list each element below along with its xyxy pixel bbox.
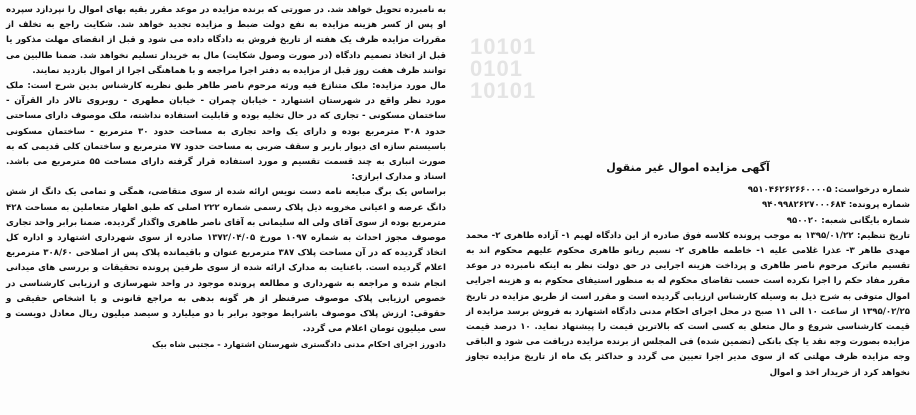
- docket-row: [466, 198, 910, 213]
- case-number-row: [466, 183, 910, 198]
- right-column: [466, 160, 910, 381]
- docket-label: شماره پرونده:: [848, 200, 910, 211]
- documents-valuation-paragraph: براساس یک برگ مبایعه نامه دست نویس ارائه شده از سوی متقاضی، همگی و تمامی یک دانگ از شش دانگ عرصه و اعیانی مخروبه ذیل پلاک رسمی شماره ۲۲۲ اصلی که طبق اظهار متعاملین به مساحت ۴۲۸ مترمربع بوده از سوی آقای ولی اله سلیمانی به آقای ناصر طاهری واگذار گردیده. ضمنا برابر واحد تجاری موصوف مجوز احداث به شماره ۱۰۹۷ مورخ ۱۳۷۲/۰۴/۰۵ صادره از سوی شهرداری اشتهارد و اداره کل اتخاذ گردیده که در آن مساحت پلاک ۳۸۷ مترمربع عنوان و باقیمانده پلاک پس از اصلاحی ۳۰۸/۶۰ مترمربع اعلام گردیده است. باعنایت به مدارک ارائه شده از سوی طرفین پرونده تحقیقات و بررسی های میدانی انجام شده و مراجعه به شهرداری و مطالعه پرونده موجود در واحد شهرسازی و ارزیابی کارشناسی در خصوص ارزیابی پلاک موصوف صرفنظر از هر گونه بدهی به مراجع قانونی و یا اشخاص حقیقی و حقوقی: ارزش پلاک موصوف باشرایط موجود برابر با دو میلیارد و سیصد میلیون ریال معادل دویست و سی میلیون تومان اعلام می گردد.: [6, 187, 447, 335]
- archive-row: [466, 214, 910, 229]
- case-number-value: ۹۵۱۰۴۶۲۶۲۶۶۰۰۰۰۵: [747, 185, 832, 196]
- watermark-line-3: 10101: [470, 78, 537, 103]
- signature-line: دادورز اجرای احکام مدنی دادگستری شهرستان اشتهارد - مجتبی شاه بیک: [152, 339, 446, 350]
- watermark-line-2: 0101: [470, 56, 523, 81]
- watermark-line-1: 10101: [470, 34, 537, 59]
- archive-label: شماره بایگانی شعبه:: [821, 215, 910, 226]
- archive-value: ۹۵۰۰۲۰: [786, 215, 819, 226]
- property-description-paragraph: مال مورد مزایده: ملک متنازع فیه ورثه مرحوم ناصر طاهر طبق نظریه کارشناس بدین شرح است: ملک مورد نظر واقع در شهرستان اشتهارد - خیابان چمران - خیابان مطهری - روبروی تالار دار القرآن - ساختمان مسکونی - تجاری که در حال تخلیه بوده و قابلیت استفاده نداشته، ملک موصوف دارای مساحتی حدود ۳۰۸ مترمربع بوده و دارای یک واحد تجاری به مساحت حدود ۳۰ مترمربع - ساختمان مسکونی باسیستم سازه ای دیوار باربر و سقف ضربی به مساحت حدود ۷۷ مترمربع و ساختمان کلی قدیمی که به صورت انباری به چند قسمت تقسیم و مورد استفاده قرار گرفته دارای مساحت ۵۵ مترمربع می باشد. اسناد و مدارک ابرازی:: [6, 81, 446, 183]
- docket-value: ۹۴۰۹۹۸۲۶۲۷۰۰۰۶۸۴: [761, 200, 846, 211]
- left-column: [6, 3, 446, 353]
- notice-body: تاریخ تنظیم: ۱۳۹۵/۰۱/۲۲ به موجب پرونده کلاسه فوق صادره از این دادگاه لهیم ۱- آزاده طاهری ۲- محمد مهدی طاهر ۳- عذرا غلامی علیه ۱- خاطمه طاهری ۲- نسیم ریانو طاهری محکوم علیهم محکوم اند به تقسیم ماترک مرحوم ناصر طاهری و پرداخت هزینه اجرایی در حق دولت نظر به اینکه نامبرده در موعد مقرر مفاد حکم را اجرا نکرده است حسب تقاضای محکوم له به منظور استیفای محکوم به و هزینه اجرایی اموال متوفی به شرح ذیل به وسیله کارشناس ارزیابی گردیده است و مقرر است از طریق مزایده در تاریخ ۱۳۹۵/۰۲/۲۵ از ساعت ۱۰ الی ۱۱ صبح در محل اجرای احکام مدنی دادگاه اشتهارد به فروش برسد مزایده از قیمت کارشناسی شروع و مال متعلق به کسی است که بالاترین قیمت را پیشنهاد نماید. ۱۰ درصد قیمت مزایده بصورت وجه نقد یا چک بانکی (تضمین شده) فی المجلس از برنده مزایده دریافت می شود و الباقی وجه مزایده ظرف مهلتی که از سوی مدیر اجرا تعیین می گردد و حداکثر یک ماه از تاریخ مزایده تجاوز نخواهد کرد از خریدار اخذ و اموال: [466, 230, 910, 378]
- watermark: [470, 36, 630, 102]
- sale-terms-paragraph: به نامبرده تحویل خواهد شد. در صورتی که برنده مزایده در موعد مقرر بقیه بهای اموال را نپردازد سپرده او پس از کسر هزینه مزایده به نفع دولت ضبط و مزایده تجدید خواهد شد. شکایت راجع به تخلف از مقررات مزایده ظرف یک هفته از تاریخ فروش به دادگاه داده می شود و قبل از انقضای مهلت مذکور یا قبل از اتخاذ تصمیم دادگاه (در صورت وصول شکایت) مال به خریدار تسلیم نخواهد شد. ضمنا طالبین می توانند ظرف هفت روز قبل از مزایده به دفتر اجرا مراجعه و با هماهنگی اجرا از اموال بازدید نمایند.: [6, 5, 446, 76]
- case-number-label: شماره درخواست:: [834, 185, 910, 196]
- notice-title: آگهی مزایده اموال غیر منقول: [606, 161, 770, 174]
